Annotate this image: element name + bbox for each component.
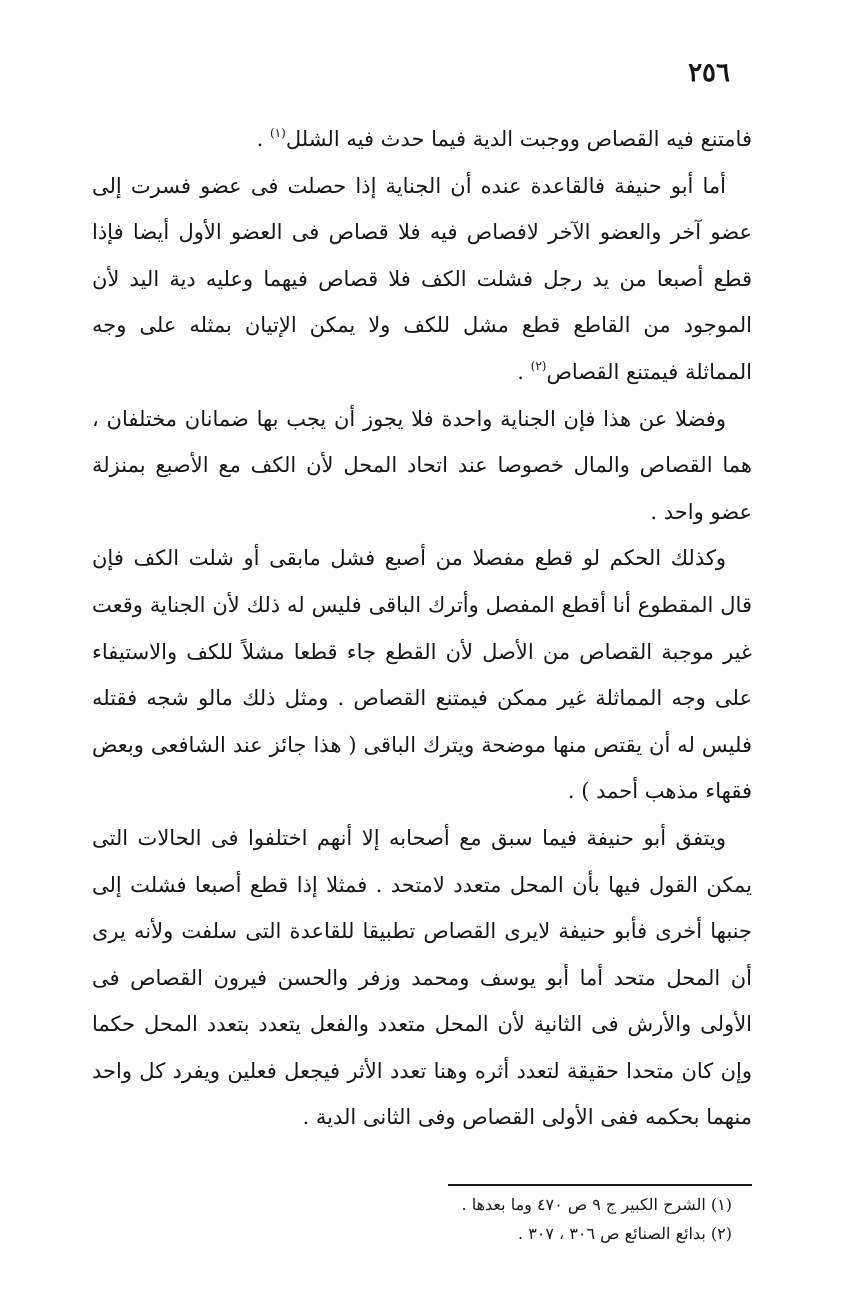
paragraph-4 bbox=[92, 535, 752, 815]
paragraph-5-text: ويتفق أبو حنيفة فيما سبق مع أصحابه إلا أنهم اختلفوا فى الحالات التى يمكن القول فيها بأن المحل متعدد لامتحد . فمثلا إذا قطع أصبعا فشلت إلى جنبها أخرى فأبو حنيفة لايرى القصاص تطبيقا للقاعدة التى سلفت ولأنه يرى أن المحل متحد أما أبو يوسف ومحمد وزفر والحسن فيرون القصاص فى الأولى والأرش فى الثانية لأن المحل متعدد والفعل يتعدد بتعدد المحل حكما وإن كان متحدا حقيقة لتعدد أثره وهنا تعدد الأثر فيجعل فعلين ويفرد كل واحد منهما بحكمه ففى الأولى القصاص وفى الثانى الدية . bbox=[92, 825, 752, 1130]
paragraph-2 bbox=[92, 163, 752, 396]
footnote-divider bbox=[448, 1184, 752, 1186]
paragraph-4-text: وكذلك الحكم لو قطع مفصلا من أصبع فشل مابقى أو شلت الكف فإن قال المقطوع أنا أقطع المفصل وأترك الباقى فليس له ذلك لأن الجناية وقعت غير موجبة القصاص من الأصل لأن القطع جاء قطعا مشلاً للكف والاستيفاء على وجه المماثلة غير ممكن فيمتنع القصاص . ومثل ذلك مالو شجه فقتله فليس له أن يقتص منها موضحة ويترك الباقى ( هذا جائز عند الشافعى وبعض فقهاء مذهب أحمد ) . bbox=[92, 546, 752, 804]
paragraph-5 bbox=[92, 815, 752, 1141]
paragraph-1 bbox=[92, 116, 752, 163]
paragraph-2-tail: . bbox=[517, 359, 531, 384]
paragraph-3 bbox=[92, 396, 752, 536]
paragraph-3-text: وفضلا عن هذا فإن الجناية واحدة فلا يجوز أن يجب بها ضمانان مختلفان ، هما القصاص والمال خصوصا عند اتحاد المحل لأن الكف مع الأصبع بمنزلة عضو واحد . bbox=[92, 406, 752, 524]
footnote-ref-1: (١) bbox=[270, 126, 286, 140]
footnote-ref-2: (٢) bbox=[530, 358, 547, 373]
main-text bbox=[92, 116, 752, 1141]
footnotes bbox=[300, 1190, 732, 1248]
paragraph-1-tail: . bbox=[256, 127, 271, 151]
footnote-1: (١) الشرح الكبير ج ٩ ص ٤٧٠ وما بعدها . bbox=[461, 1195, 732, 1214]
paragraph-2-text: أما أبو حنيفة فالقاعدة عنده أن الجناية إذا حصلت فى عضو فسرت إلى عضو آخر والعضو الآخر لافصاص فيه فلا قصاص فى العضو الأول أيضا فإذا قطع أصبعا من يد رجل فشلت الكف فلا قصاص فيهما وعليه دية اليد لأن الموجود من القاطع قطع مشل للكف ولا يمكن الإتيان بمثله على وجه المماثلة فيمتنع القصاص bbox=[92, 173, 753, 384]
footnote-2: (٢) بدائع الصنائع ص ٣٠٦ ، ٣٠٧ . bbox=[518, 1224, 732, 1243]
page-number: ٢٥٦ bbox=[688, 58, 730, 88]
paragraph-1-text: فامتنع فيه القصاص ووجبت الدية فيما حدث فيه الشلل bbox=[285, 127, 752, 151]
